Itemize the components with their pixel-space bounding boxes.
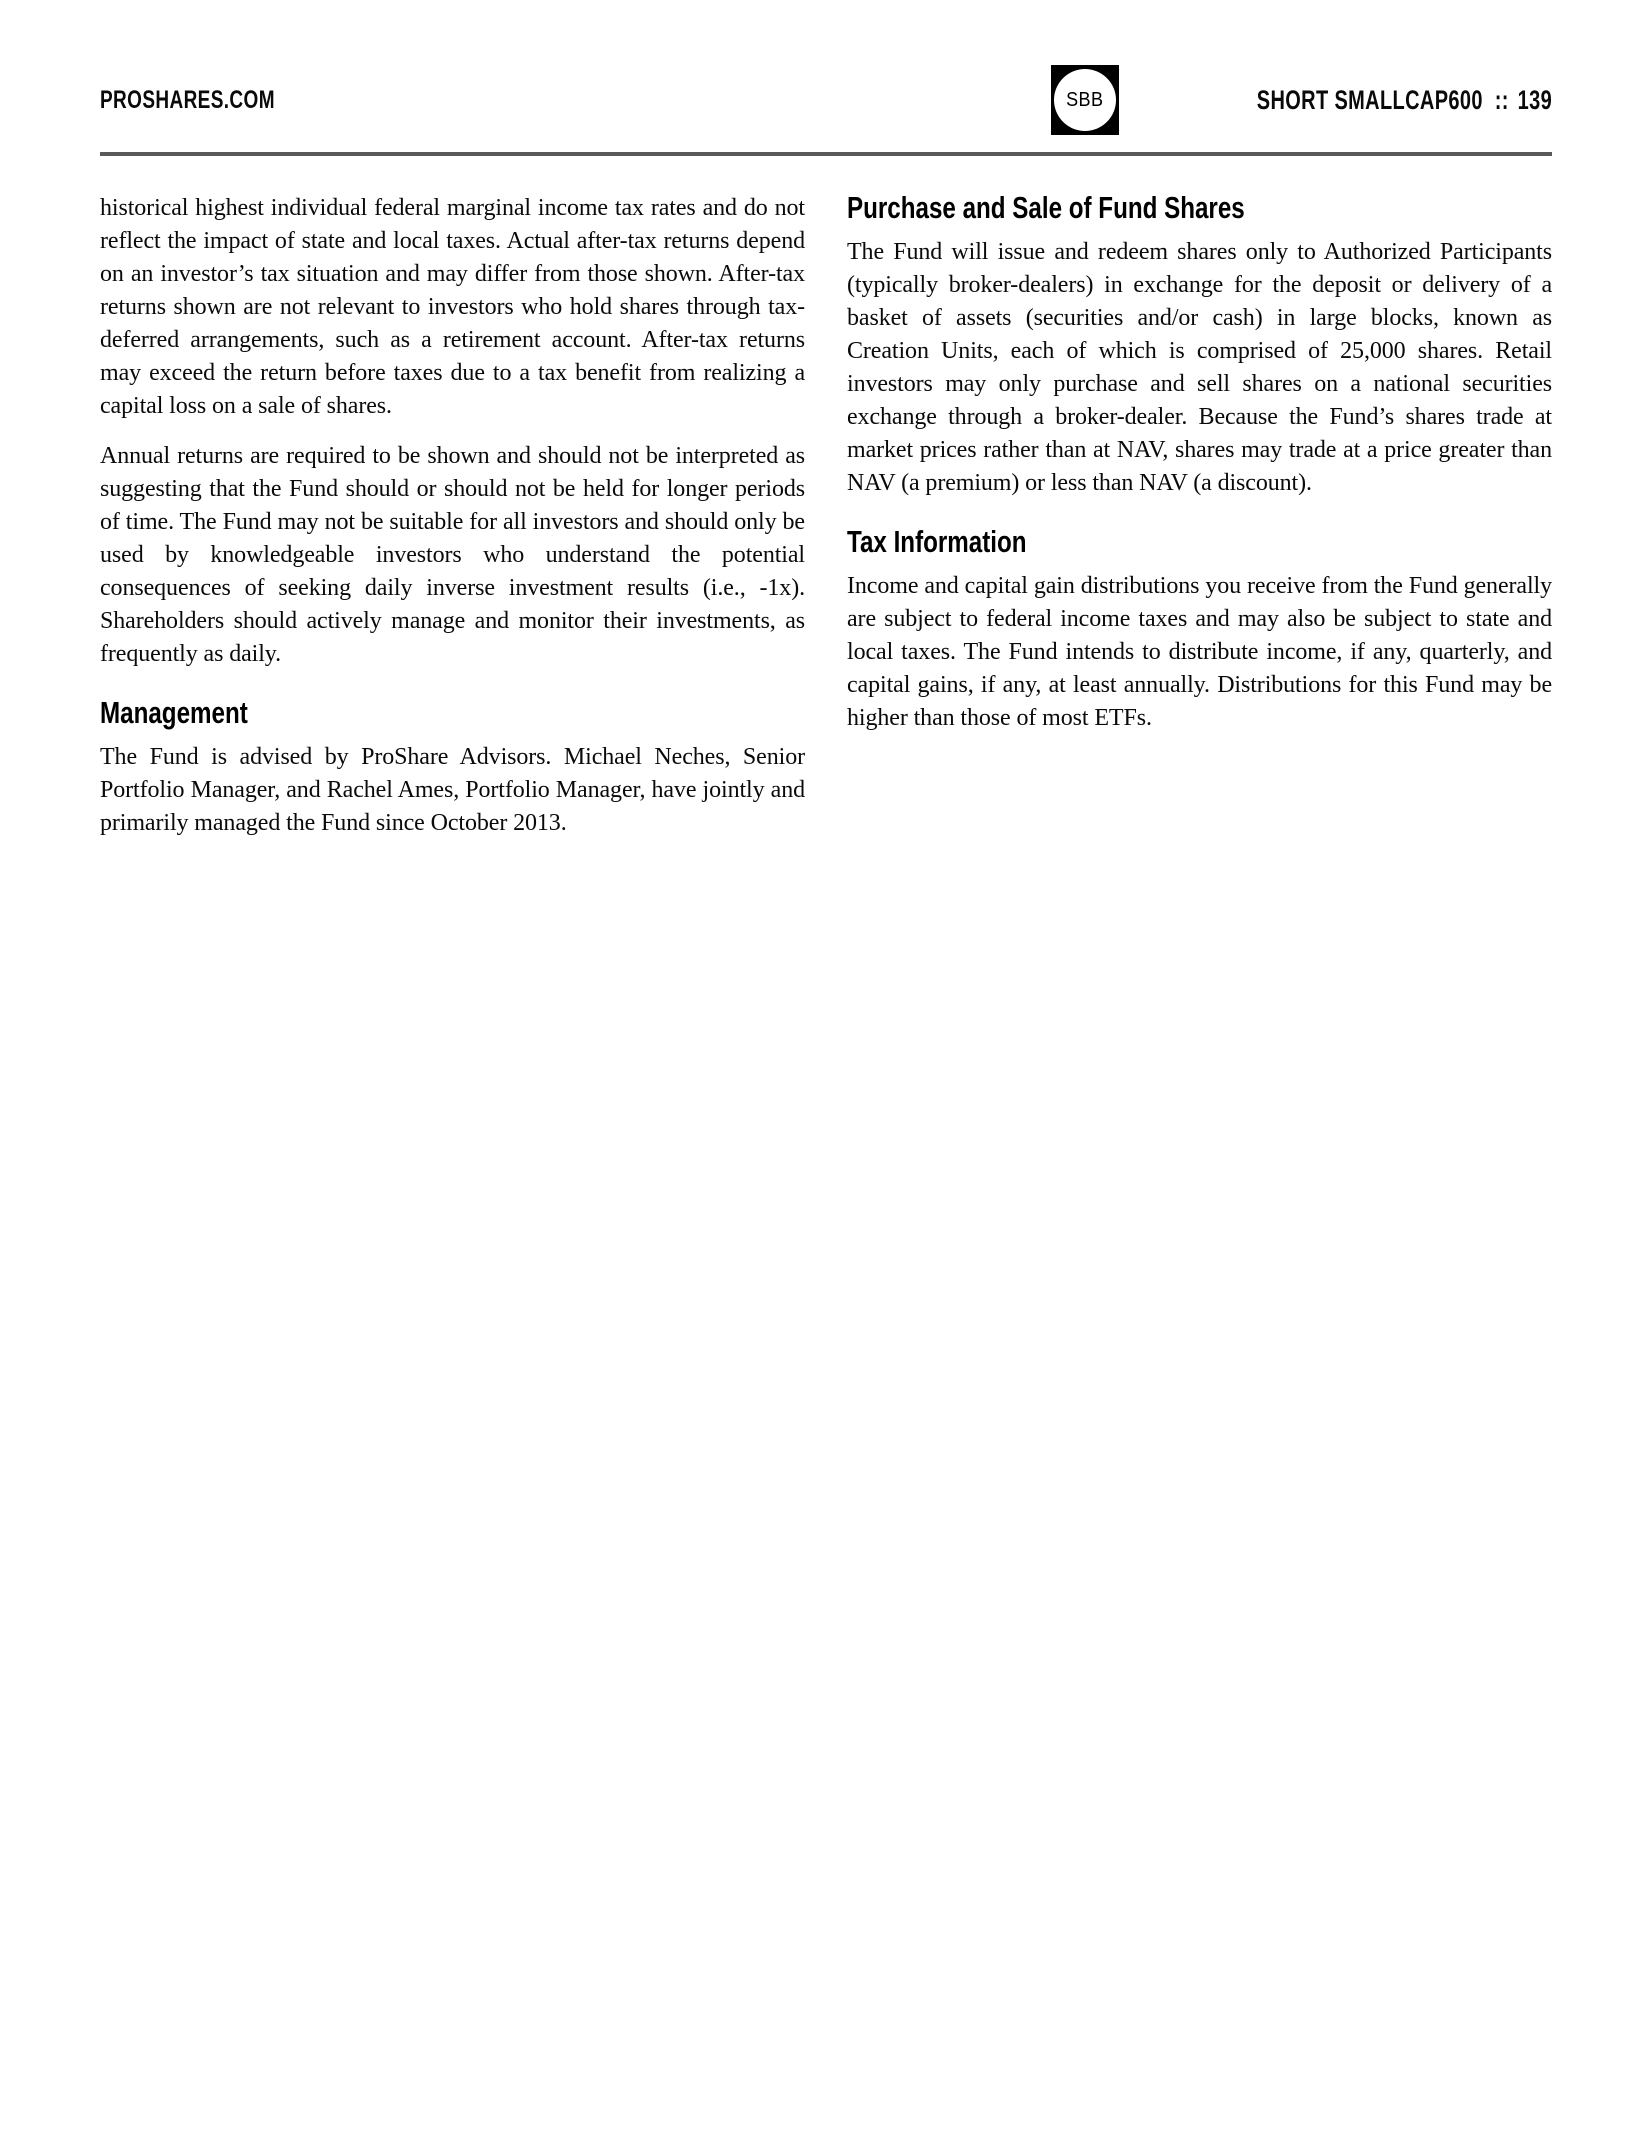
sbb-ticker-logo [1051,65,1119,135]
left-column [100,192,805,857]
management-paragraph: The Fund is advised by ProShare Advisors. Michael Neches, Senior Portfolio Manager, and Rachel Ames, Portfolio Manager, have jointly and primarily managed the Fund since October 2013. [100,744,805,836]
purchase-and-sale-paragraph: The Fund will issue and redeem shares only to Authorized Participants (typically broker-dealers) in exchange for the deposit or delivery of a basket of assets (securities and/or cash) in large blocks, known as Creation Units, each of which is comprised of 25,000 shares. Retail investors may only purchase and sell shares on a national securities exchange through a broker-dealer. Because the Fund’s shares trade at market prices rather than at NAV, shares may trade at a price greater than NAV (a premium) or less than NAV (a discount). [847,239,1552,496]
sbb-ticker-text: SBB [1066,88,1104,111]
purchase-and-sale-heading: Purchase and Sale of Fund Shares [847,190,1245,225]
after-tax-returns-paragraph: historical highest individual federal marginal income tax rates and do not reflect the impact of state and local taxes. Actual after-tax returns depend on an investor’s tax situation and may differ from those shown. After-tax returns shown are not relevant to investors who hold shares through tax-deferred arrangements, such as a retirement account. After-tax returns may exceed the return before taxes due to a tax benefit from realizing a capital loss on a sale of shares. [100,195,805,419]
title-page-separator: :: [1494,84,1509,115]
sbb-ticker-circle [1054,69,1116,131]
annual-returns-paragraph: Annual returns are required to be shown and should not be interpreted as suggesting that the Fund should or should not be held for longer periods of time. The Fund may not be suitable for all investors and should only be used by knowledgeable investors who understand the potential consequences of seeking daily inverse investment results (i.e., -1x). Shareholders should actively manage and monitor their investments, as frequently as daily. [100,443,805,667]
right-column [847,192,1552,857]
proshares-site-label: PROSHARES.COM [100,85,275,114]
two-column-body [100,192,1552,857]
header-fund-identity [1051,65,1552,135]
page-number: 139 [1517,84,1552,115]
header-divider-rule [100,152,1552,156]
management-heading: Management [100,695,248,730]
fund-title: SHORT SMALLCAP600 [1256,84,1483,115]
tax-information-heading: Tax Information [847,524,1027,559]
page-header [100,65,1552,135]
fund-title-line [1257,85,1552,116]
tax-information-paragraph: Income and capital gain distributions you receive from the Fund generally are subject to federal income taxes and may also be subject to state and local taxes. The Fund intends to distribute income, if any, quarterly, and capital gains, if any, at least annually. Distributions for this Fund may be higher than those of most ETFs. [847,573,1552,731]
